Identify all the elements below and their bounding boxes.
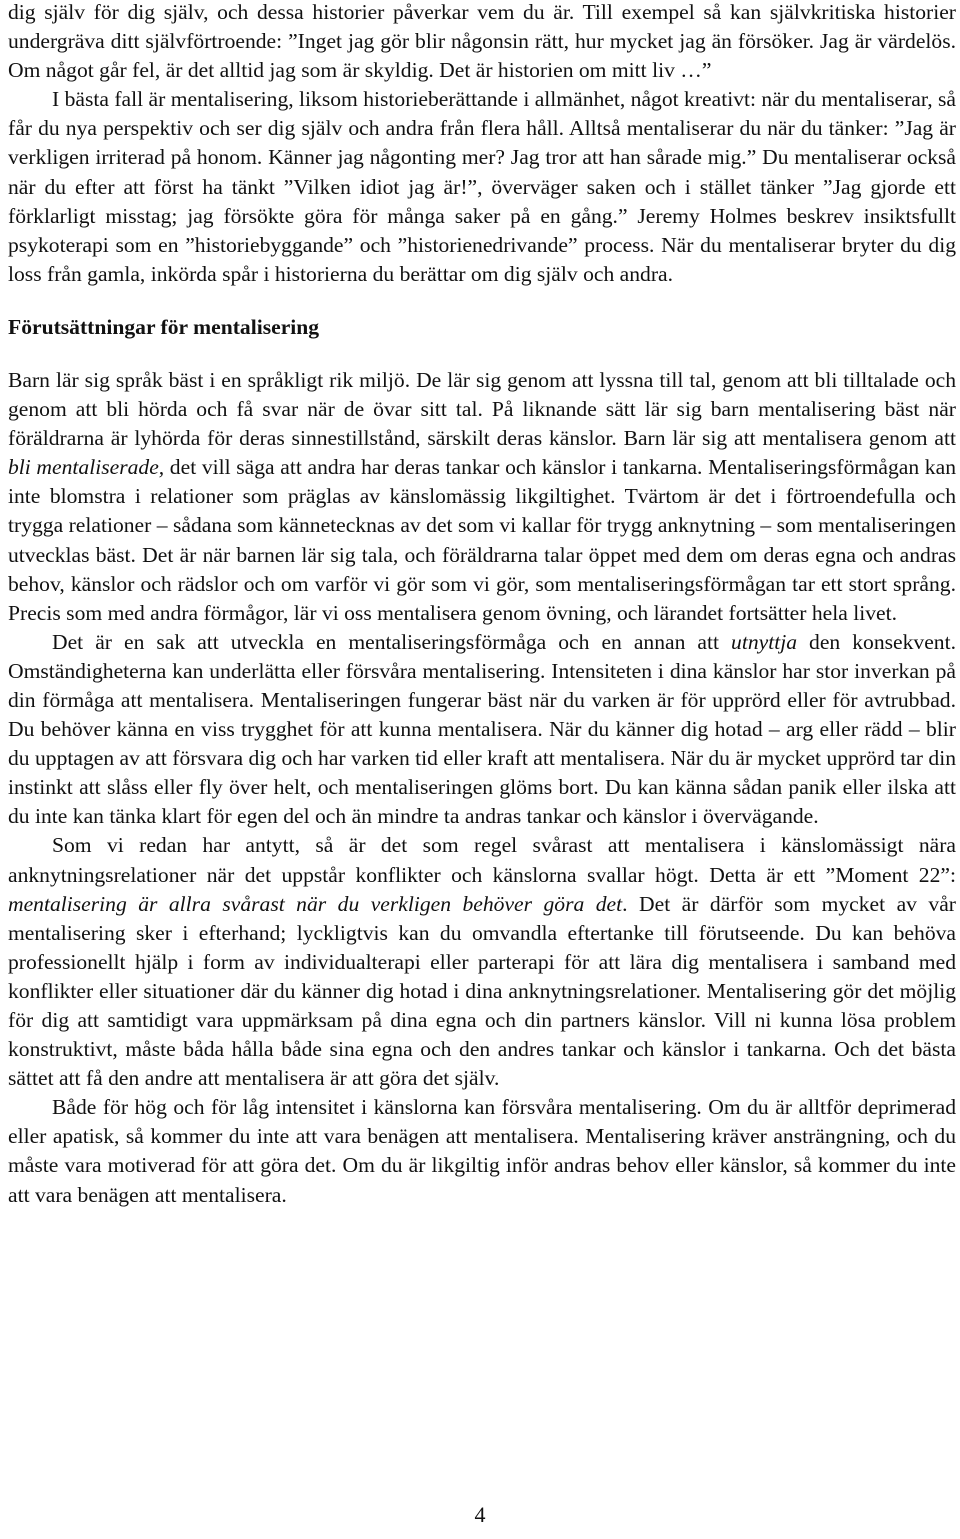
paragraph-3-text-a: Barn lär sig språk bäst i en språkligt rik miljö. De lär sig genom att lyssna till tal, genom att bli tilltalade och genom att bli hörda och få svar när de övar sitt tal. På liknande sätt lär sig barn mentalisering bäst när föräldrarna är lyhörda för deras sinnestillstånd, särskilt deras känslor. Barn lär sig att mentalisera genom att [8, 367, 956, 451]
paragraph-4-text-b: den konsekvent. Omständigheterna kan underlätta eller försvåra mentalisering. Intensiteten i dina känslor har stor inverkan på din förmåga att mentalisera. Mentaliseringen fungerar bäst när du varken är för upprörd eller för avtrubbad. Du behöver känna en viss trygghet för att kunna mentalisera. När du känner dig hotad – arg eller rädd – blir du upptagen av att försvara dig och har varken tid eller kraft att mentalisera. När du är mycket upprörd tar din instinkt att slåss eller fly över helt, och mentaliseringen glöms bort. Du kan känna sådan panik eller ilska att du inte kan tänka klart för egen del och än mindre ta andras tankar och känslor i övervägande. [8, 629, 956, 829]
paragraph-4-emphasis: utnyttja [731, 629, 798, 654]
paragraph-6: Både för hög och för låg intensitet i känslorna kan försvåra mentalisering. Om du är alltför deprimerad eller apatisk, så kommer du inte att vara benägen att mentalisera. Mentalisering kräver ansträngning, och du måste vara motiverad för att göra det. Om du är likgiltig inför andras behov eller känslor, så kommer du inte att vara benägen att mentalisera. [8, 1095, 956, 1207]
paragraph-5 [8, 831, 956, 1093]
paragraph-4 [8, 628, 956, 832]
paragraph-3-text-b: det vill säga att andra har deras tankar och känslor i tankarna. Mentaliseringsförmågan kan inte blomstra i relationer som präglas av känslomässig likgiltighet. Tvärtom är det i förtroendefulla och trygga relationer – sådana som kännetecknas av det som vi kallar för trygg anknytning – som mentaliseringen utvecklas bäst. Det är när barnen lär sig tala, och föräldrarna talar öppet med dem om deras egna och andras behov, känslor och rädslor och om varför vi gör som vi gör, som mentaliseringsförmågan tar ett stort språng. Precis som med andra förmågor, lär vi oss mentalisera genom övning, och lärandet fortsätter hela livet. [8, 455, 956, 625]
paragraph-3 [8, 366, 956, 628]
paragraph-4-text-a: Det är en sak att utveckla en mentaliseringsförmåga och en annan att [52, 629, 732, 654]
paragraph-3-emphasis: bli mentaliserade, [8, 455, 165, 480]
page-number: 4 [474, 1502, 486, 1527]
document-page [8, 0, 956, 1210]
paragraph-5-emphasis: mentalisering är allra svårast när du verkligen behöver göra det [8, 891, 623, 916]
paragraph-5-text-b: . Det är därför som mycket av vår mentalisering sker i efterhand; lyckligtvis kan du omvandla eftertanke till förutseende. Du kan behöva professionellt hjälp i form av individualterapi eller parterapi för att lära dig mentalisera i samband med konflikter eller situationer där du känner dig hotad i dina anknytningsrelationer. Mentalisering gör det möjlig för dig att samtidigt vara uppmärksam på dina egna och din partners känslor. Vill ni kunna lösa problem konstruktivt, måste båda hålla både sina egna och den andres tankar och känslor i tankarna. Och det bästa sättet att få den andre att mentalisera är att göra det själv. [8, 891, 957, 1091]
section-heading: Förutsättningar för mentalisering [8, 314, 320, 339]
paragraph-5-text-a: Som vi redan har antytt, så är det som regel svårast att mentalisera i känslomässigt nära anknytningsrelationer när det uppstår konflikter och känslorna svallar högt. Detta är ett ”Moment 22”: [8, 833, 956, 887]
paragraph-2: I bästa fall är mentalisering, liksom historieberättande i allmänhet, något kreativt: när du mentaliserar, så får du nya perspektiv och ser dig själv och andra från flera håll. Alltså mentaliserar du när du tänker: ”Jag är verkligen irriterad på honom. Känner jag någonting mer? Jag tror att han sårade mig.” Du mentaliserar också när du efter att först ha tänkt ”Vilken idiot jag är!”, överväger saken och i stället tänker ”Jag gjorde ett förklarligt misstag; jag försökte göra för många saker på en gång.” Jeremy Holmes beskrev insiktsfullt psykoterapi som en ”historiebyggande” och ”historienedrivande” process. När du mentaliserar bryter du dig loss från gamla, inkörda spår i historierna du berättar om dig själv och andra. [8, 87, 956, 286]
paragraph-1: dig själv för dig själv, och dessa historier påverkar vem du är. Till exempel så kan självkritiska historier undergräva ditt självförtroende: ”Inget jag gör blir någonsin rätt, hur mycket jag än försöker. Jag är värdelös. Om något går fel, är det alltid jag som är skyldig. Det är historien om mitt liv …” [8, 0, 956, 83]
